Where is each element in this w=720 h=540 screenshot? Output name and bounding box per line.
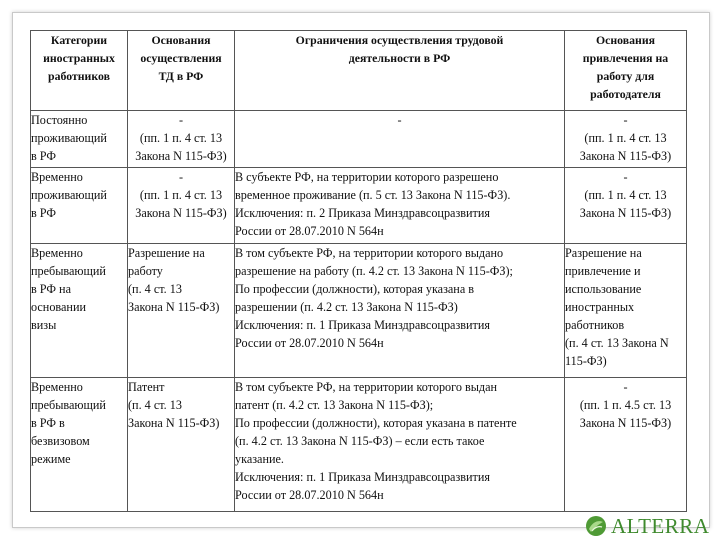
logo-word: ALTERRA: [611, 513, 710, 538]
cell-grounds: - (пп. 1 п. 4 ст. 13 Закона N 115-ФЗ): [128, 111, 235, 168]
cell-restrictions: В том субъекте РФ, на территории которого выдано разрешение на работу (п. 4.2 ст. 13 Закона N 115-ФЗ); По профессии (должности), которая указана в разрешении (п. 4.2 ст. 13 Закона N 115-ФЗ) Исключения: п. 1 Приказа Минздравсоцразвития России от 28.07.2010 N 564н: [235, 244, 565, 378]
table-row: [31, 378, 687, 512]
alterra-logo: [585, 514, 709, 538]
table-row: [31, 244, 687, 378]
cell-employer: - (пп. 1 п. 4 ст. 13 Закона N 115-ФЗ): [565, 168, 687, 244]
cell-category: Постоянно проживающий в РФ: [31, 111, 128, 168]
cell-category: Временно пребывающий в РФ в безвизовом режиме: [31, 378, 128, 512]
cell-grounds: Разрешение на работу (п. 4 ст. 13 Закона N 115-ФЗ): [128, 244, 235, 378]
cell-restrictions: В субъекте РФ, на территории которого разрешено временное проживание (п. 5 ст. 13 Закона N 115-ФЗ). Исключения: п. 2 Приказа Минздравсоцразвития России от 28.07.2010 N 564н: [235, 168, 565, 244]
table-row: [31, 111, 687, 168]
foreign-workers-table: [30, 30, 687, 512]
cell-employer: - (пп. 1 п. 4 ст. 13 Закона N 115-ФЗ): [565, 111, 687, 168]
header-grounds: Основания осуществления ТД в РФ: [128, 31, 235, 111]
table-header-row: [31, 31, 687, 111]
table-row: [31, 168, 687, 244]
cell-restrictions: В том субъекте РФ, на территории которого выдан патент (п. 4.2 ст. 13 Закона N 115-ФЗ); По профессии (должности), которая указана в патенте (п. 4.2 ст. 13 Закона N 115-ФЗ) – если есть такое указание. Исключения: п. 1 Приказа Минздравсоцразвития России от 28.07.2010 N 564н: [235, 378, 565, 512]
cell-restrictions: -: [235, 111, 565, 168]
header-category: Категории иностранных работников: [31, 31, 128, 111]
cell-employer: Разрешение на привлечение и использование иностранных работников (п. 4 ст. 13 Закона N 115-ФЗ): [565, 244, 687, 378]
header-employer: Основания привлечения на работу для работодателя: [565, 31, 687, 111]
cell-category: Временно пребывающий в РФ на основании визы: [31, 244, 128, 378]
leaf-globe-icon: [585, 515, 607, 537]
cell-employer: - (пп. 1 п. 4.5 ст. 13 Закона N 115-ФЗ): [565, 378, 687, 512]
cell-category: Временно проживающий в РФ: [31, 168, 128, 244]
cell-grounds: - (пп. 1 п. 4 ст. 13 Закона N 115-ФЗ): [128, 168, 235, 244]
header-restrictions: Ограничения осуществления трудовой деятельности в РФ: [235, 31, 565, 111]
cell-grounds: Патент (п. 4 ст. 13 Закона N 115-ФЗ): [128, 378, 235, 512]
